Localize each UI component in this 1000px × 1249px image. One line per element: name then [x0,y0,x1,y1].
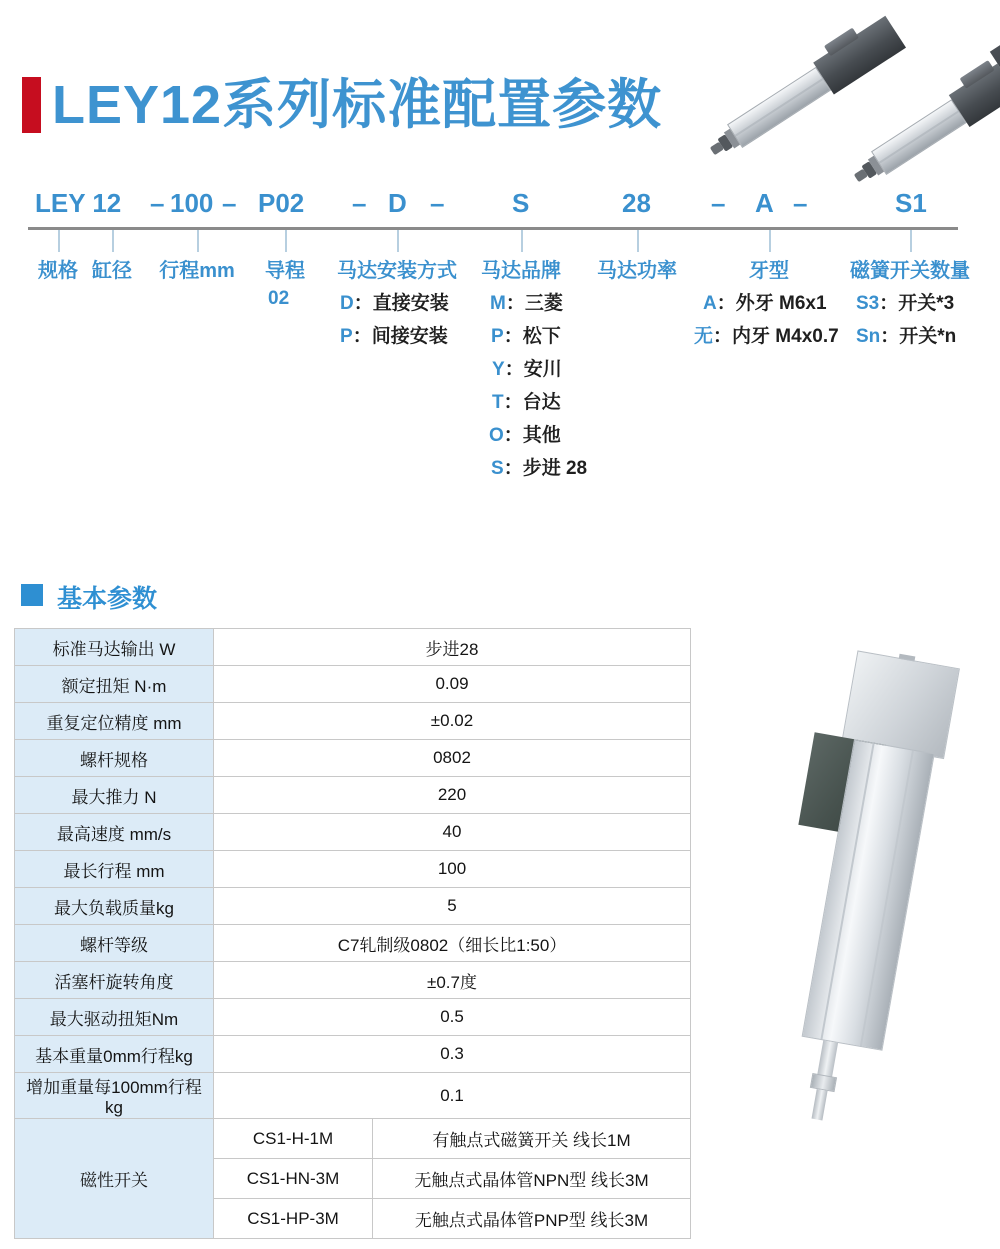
param-label-cell: 磁性开关 [15,1119,214,1239]
model-code-segment: – [150,188,165,218]
option-brand: Y：安川 [492,359,562,380]
breakdown-label-brand: 马达品牌 [481,260,561,282]
param-value-cell: 100 [214,851,691,888]
param-value-cell: ±0.7度 [214,962,691,999]
section-heading-basic-params: 基本参数 [57,585,158,613]
breakdown-label-bore: 缸径 [92,260,132,282]
param-value-cell: 220 [214,777,691,814]
model-code-segment: – [711,188,726,218]
param-value-cell: 0802 [214,740,691,777]
option-brand: O：其他 [489,425,561,446]
param-value-cell: 0.1 [214,1073,691,1119]
param-label-cell: 螺杆规格 [15,740,214,777]
param-label-cell: 最高速度 mm/s [15,814,214,851]
model-code-segment: – [222,188,237,218]
model-code-segment: 100 [170,188,214,218]
actuator-slider [824,28,859,57]
model-code-segment: – [430,188,445,218]
option-switch-count: Sn：开关*n [856,326,957,347]
model-code-segment: D [388,188,407,218]
table-row [15,666,691,703]
param-label-cell: 螺杆等级 [15,925,214,962]
switch-model-cell: CS1-H-1M [214,1119,373,1159]
breakdown-label-stroke: 行程mm [159,260,235,282]
model-code-segment: LEY 12 [35,188,122,218]
option-mounting: P：间接安装 [340,326,448,347]
param-value-cell: 5 [214,888,691,925]
breakdown-tick [910,230,912,252]
option-mounting: D：直接安装 [340,293,449,314]
actuator-body [871,99,967,175]
param-value-cell: 0.3 [214,1036,691,1073]
product-render-side [748,646,977,1135]
param-label-cell: 增加重量每100mm行程kg [15,1073,214,1119]
breakdown-tick [112,230,114,252]
option-brand: M：三菱 [490,293,563,314]
breakdown-tick [521,230,523,252]
breakdown-label-lead: 导程 [265,260,305,282]
table-row [15,777,691,814]
table-row [15,1073,691,1119]
param-label-cell: 最大推力 N [15,777,214,814]
param-label-cell: 额定扭矩 N·m [15,666,214,703]
option-switch-count: S3：开关*3 [856,293,955,314]
option-lead: 02 [268,288,290,309]
breakdown-label-spec: 规格 [38,260,78,282]
param-value-cell: 步进28 [214,629,691,666]
breakdown-label-switch: 磁簧开关数量 [850,260,970,282]
table-row [15,703,691,740]
model-code-segment: S1 [895,188,927,218]
table-row [15,888,691,925]
switch-desc-cell: 无触点式晶体管NPN型 线长3M [373,1159,691,1199]
switch-desc-cell: 无触点式晶体管PNP型 线长3M [373,1199,691,1239]
actuator-slider [960,60,995,89]
param-label-cell: 活塞杆旋转角度 [15,962,214,999]
table-row [15,851,691,888]
param-value-cell: 0.5 [214,999,691,1036]
breakdown-tick [637,230,639,252]
breakdown-tick [197,230,199,252]
table-row [15,999,691,1036]
title-accent-bar [22,77,41,133]
param-label-cell: 标准马达输出 W [15,629,214,666]
option-thread: 无：内牙 M4x0.7 [694,326,839,347]
switch-model-cell: CS1-HP-3M [214,1199,373,1239]
actuator-body [727,67,831,148]
param-value-cell: 40 [214,814,691,851]
model-code-segment: A [755,188,774,218]
breakdown-tick [58,230,60,252]
model-code-segment: S [512,188,530,218]
breakdown-label-power: 马达功率 [597,260,677,282]
breakdown-tick [769,230,771,252]
product-renders-top [698,12,1000,177]
table-row [15,962,691,999]
actuator-rod-tip [812,1089,828,1120]
breakdown-rule [28,227,958,230]
model-code-segment: – [793,188,808,218]
param-label-cell: 重复定位精度 mm [15,703,214,740]
table-row [15,740,691,777]
param-label-cell: 基本重量0mm行程kg [15,1036,214,1073]
param-label-cell: 最大负载质量kg [15,888,214,925]
table-row [15,629,691,666]
breakdown-tick [285,230,287,252]
table-row [15,1036,691,1073]
page-title: LEY12系列标准配置参数 [52,75,663,135]
param-label-cell: 最长行程 mm [15,851,214,888]
param-label-cell: 最大驱动扭矩Nm [15,999,214,1036]
switch-desc-cell: 有触点式磁簧开关 线长1M [373,1119,691,1159]
model-code-segment: – [352,188,367,218]
table-row [15,814,691,851]
actuator-motor-housing [813,16,906,95]
model-code-segment: 28 [622,188,651,218]
param-value-cell: C7轧制级0802（细长比1:50） [214,925,691,962]
switch-model-cell: CS1-HN-3M [214,1159,373,1199]
option-brand: S：步进 28 [491,458,588,479]
option-thread: A：外牙 M6x1 [703,293,827,314]
basic-params-table [14,628,691,1239]
option-brand: T：台达 [492,392,561,413]
param-value-cell: ±0.02 [214,703,691,740]
magnetic-switch-row [15,1119,691,1159]
breakdown-label-mounting: 马达安装方式 [337,260,457,282]
section-heading-square [21,584,43,606]
model-code-segment: P02 [258,188,305,218]
breakdown-label-thread: 牙型 [749,260,789,282]
breakdown-tick [397,230,399,252]
option-brand: P：松下 [491,326,561,347]
table-row [15,925,691,962]
param-value-cell: 0.09 [214,666,691,703]
